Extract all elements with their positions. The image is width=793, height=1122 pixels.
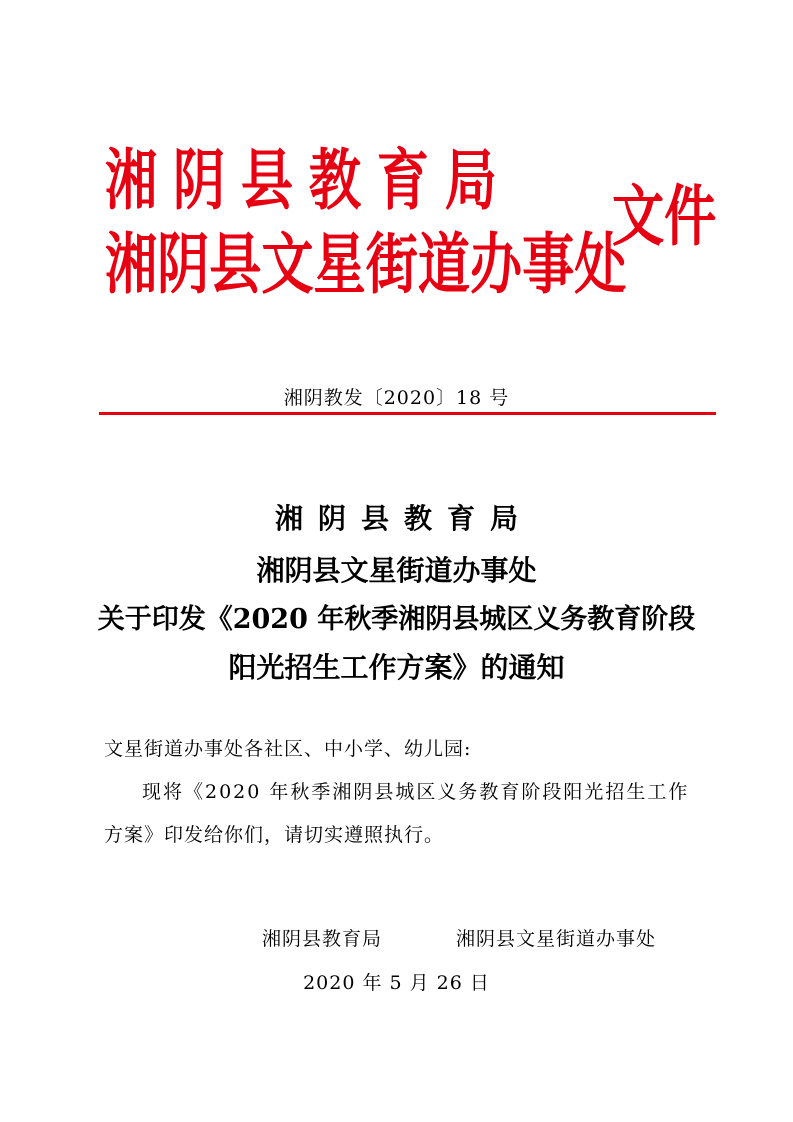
- red-header-suffix: 文件: [612, 178, 717, 255]
- body-paragraph-line-1: 现将《2020 年秋季湘阴县城区义务教育阶段阳光招生工作: [142, 781, 690, 803]
- red-divider: [99, 412, 716, 415]
- title-line-1: 湘阴县教育局: [274, 502, 533, 535]
- salutation: 文星街道办事处各社区、中小学、幼儿园:: [104, 738, 472, 760]
- red-header-line-1: 湘阴县教育局: [105, 142, 513, 219]
- issue-date: 2020 年 5 月 26 日: [303, 972, 490, 994]
- red-header-line-2: 湘阴县文星街道办事处: [105, 226, 627, 303]
- body-paragraph-line-2: 方案》印发给你们，请切实遵照执行。: [104, 824, 445, 846]
- issuer-signature-2: 湘阴县文星街道办事处: [456, 928, 657, 950]
- document-number: 湘阴教发〔2020〕18 号: [283, 387, 510, 409]
- issuer-signature-1: 湘阴县教育局: [262, 928, 383, 950]
- title-line-3: 关于印发《2020 年秋季湘阴县城区义务教育阶段: [97, 604, 696, 635]
- title-line-2: 湘阴县文星街道办事处: [256, 554, 537, 587]
- title-line-4: 阳光招生工作方案》的通知: [228, 651, 565, 684]
